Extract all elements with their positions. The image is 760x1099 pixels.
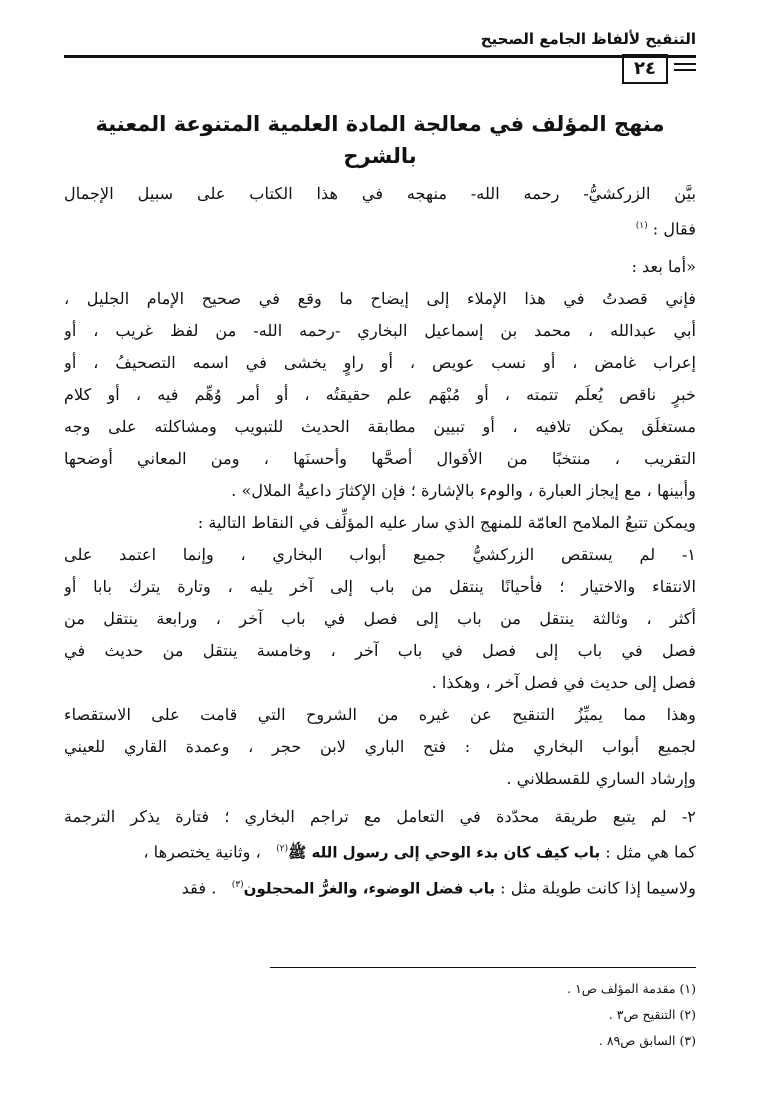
body-line: فقال : $^{(١)}$ bbox=[635, 219, 696, 239]
page-number-ornament bbox=[64, 54, 696, 94]
body-line: أبي عبدالله ، محمد بن إسماعيل البخاري -رحمه الله- من لفظ غريب ، أو bbox=[64, 321, 696, 341]
body-line: ويمكن تتبعُ الملامح العامّة للمنهج الذي سار عليه المؤلِّف في النقاط التالية : bbox=[197, 513, 696, 533]
body-line: ١- لم يستقص الزركشيُّ جميع أبواب البخاري ، وإنما اعتمد على bbox=[64, 545, 696, 565]
header-title: التنقيح لألفاظ الجامع الصحيح bbox=[480, 30, 696, 48]
body-line: ولاسيما إذا كانت طويلة مثل : باب فضل الوضوء، والغرُّ المحجلون$^{(٣)}$ . فقد bbox=[181, 878, 696, 898]
body-line: فصل في باب إلى فصل في باب آخر ، وخامسة ينتقل من حديث في bbox=[64, 641, 696, 661]
body-line: فإني قصدتُ في هذا الإملاء إلى إيضاح ما وقع في صحيح الإمام الجليل ، bbox=[64, 289, 696, 309]
chapter-title-quote: باب كيف كان بدء الوحي إلى رسول الله ﷺ bbox=[288, 843, 601, 862]
body-line: إعراب غامض ، أو نسب عويص ، أو راوٍ يخشى في اسمه التصحيفُ ، أو bbox=[64, 353, 696, 373]
body-line: الانتقاء والاختيار ؛ فأحيانًا ينتقل من باب إلى آخر يليه ، وتارة يترك بابا أو bbox=[64, 577, 696, 597]
body-line: ٢- لم يتبع طريقة محدّدة في التعامل مع تراجم البخاري ؛ فتارة يذكر الترجمة bbox=[64, 807, 696, 827]
body-line: وهذا مما يميِّزُ التنقيح عن غيره من الشروح التي قامت على الاستقصاء bbox=[64, 705, 696, 725]
page-body bbox=[64, 108, 696, 904]
body-line: خبرٍ ناقص يُعلَم تتمته ، أو مُبْهَم علم حقيقتُه ، أو أمر وُهِّم فيه ، أو كلام bbox=[64, 385, 696, 405]
body-line: بيَّن الزركشيُّ- رحمه الله- منهجه في هذا الكتاب على سبيل الإجمال bbox=[64, 184, 696, 203]
body-line: مستغلَق يمكن تلافيه ، أو تبيين مطابقة الحديث للتبويب ومشاكلته على وجه bbox=[64, 417, 696, 437]
body-line: التقريب ، منتخبًا من الأقوال أصحَّها وأحسنَها ، ومن المعاني أوضحها bbox=[64, 449, 696, 469]
footnotes bbox=[276, 976, 696, 1054]
footnote-ref: (٢) bbox=[276, 844, 289, 855]
body-line: أكثر ، وثالثة ينتقل من باب إلى فصل في باب آخر ، ورابعة ينتقل من bbox=[64, 609, 696, 629]
footnote-separator bbox=[270, 967, 696, 968]
body-line: كما هي مثل : باب كيف كان بدء الوحي إلى رسول الله ﷺ$^{(٢)}$ ، وثانية يختصرها ، bbox=[143, 842, 696, 862]
footnote-ref: (١) bbox=[635, 221, 648, 231]
section-heading: منهج المؤلف في معالجة المادة العلمية المتنوعة المعنية بالشرح bbox=[95, 112, 665, 168]
body-line: وأبينها ، مع إيجاز العبارة ، والومء بالإشارة ؛ فإن الإكثارَ داعيةُ الملال» . bbox=[231, 481, 696, 501]
footnote-ref: (٣) bbox=[231, 879, 244, 890]
body-line: «أما بعد : bbox=[631, 257, 696, 277]
footnote: (١) مقدمة المؤلف ص١ . bbox=[567, 981, 696, 996]
body-line: فصل إلى حديث في فصل آخر ، وهكذا . bbox=[431, 673, 696, 693]
footnote: (٢) التنقيح ص٣ . bbox=[608, 1007, 696, 1022]
body-line: لجميع أبواب البخاري مثل : فتح الباري لابن حجر ، وعمدة القاري للعيني bbox=[64, 737, 696, 757]
page-number-lines-right bbox=[674, 63, 696, 75]
page-number: ٢٤ bbox=[622, 54, 668, 84]
footnote: (٣) السابق ص٨٩ . bbox=[598, 1033, 696, 1048]
body-line: وإرشاد الساري للقسطلاني . bbox=[506, 769, 696, 789]
chapter-title-quote: باب فضل الوضوء، والغرُّ المحجلون bbox=[243, 879, 496, 898]
